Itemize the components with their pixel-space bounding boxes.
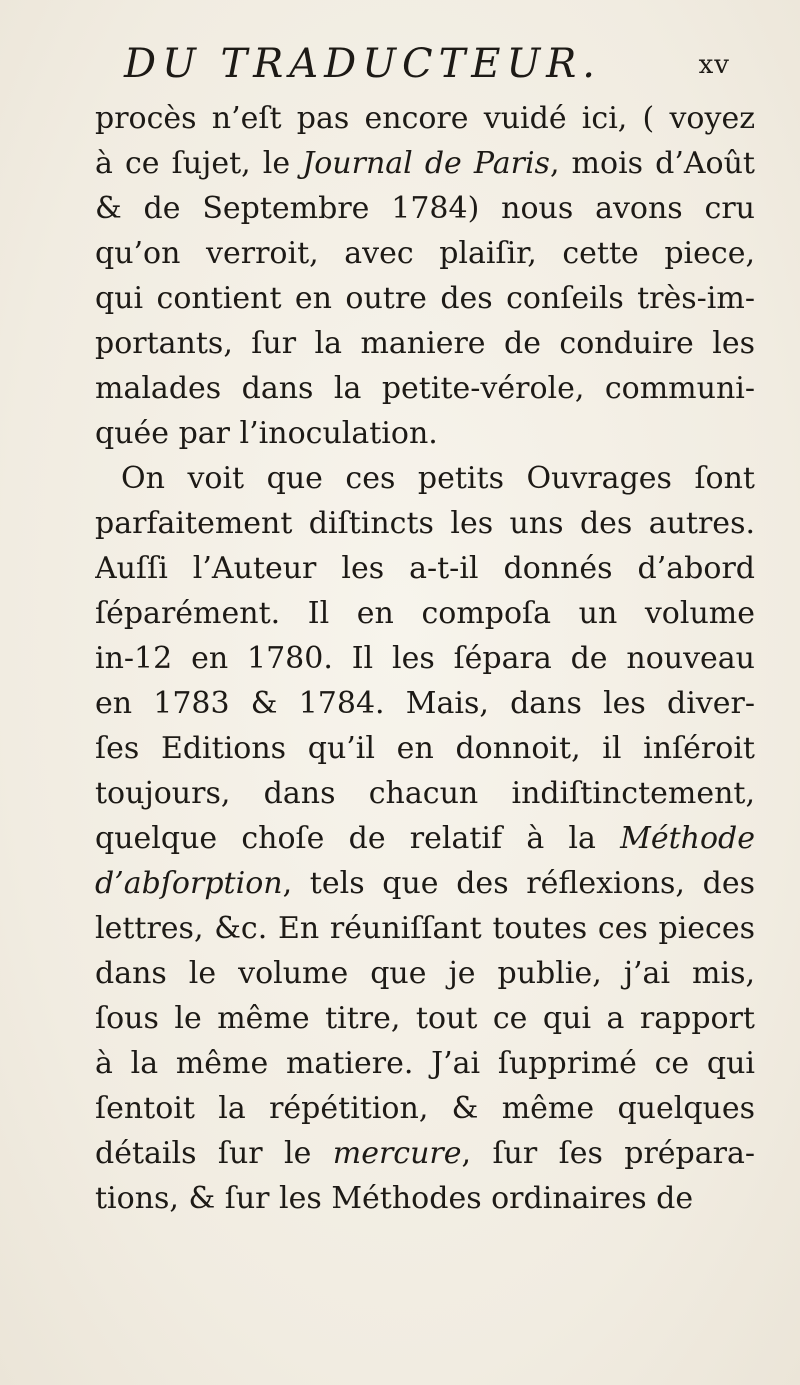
text-line: détails ſur le mercure, ſur ſes prépara- xyxy=(95,1136,755,1171)
text-line: malades dans la petite-vérole, communi- xyxy=(95,371,755,406)
text-line: quelque choſe de relatif à la Méthode xyxy=(95,821,755,856)
text-line: quée par l’inoculation. xyxy=(95,416,438,451)
body-text xyxy=(95,96,755,1221)
text-line: ſous le même titre, tout ce qui a rapport xyxy=(95,1001,755,1036)
text-line: d’abſorption, tels que des réflexions, des xyxy=(95,866,755,901)
text-line: tions, & ſur les Méthodes ordinaires de xyxy=(95,1181,694,1216)
text-line: portants, ſur la maniere de conduire les xyxy=(95,326,755,361)
text-line: en 1783 & 1784. Mais, dans les diver- xyxy=(95,686,755,721)
text-line: procès n’eſt pas encore vuidé ici, ( voyez xyxy=(95,101,755,136)
running-head-title: DU TRADUCTEUR. xyxy=(124,41,601,87)
text-line: parfaitement diſtincts les uns des autres. xyxy=(95,506,755,541)
text-line: dans le volume que je publie, j’ai mis, xyxy=(95,956,755,991)
text-line: Auſſi l’Auteur les a-t-il donnés d’abord xyxy=(95,551,755,586)
text-line: ſéparément. Il en compoſa un volume xyxy=(95,596,755,631)
text-line: & de Septembre 1784) nous avons cru xyxy=(95,191,755,226)
running-head xyxy=(124,36,750,92)
text-line: ſes Editions qu’il en donnoit, il inſéroit xyxy=(95,731,755,766)
text-line: lettres, &c. En réuniſſant toutes ces pieces xyxy=(95,911,755,946)
text-line: à ce ſujet, le Journal de Paris, mois d’Août xyxy=(95,146,755,181)
text-line: toujours, dans chacun indiſtinctement, xyxy=(95,776,755,811)
text-line: à la même matiere. J’ai ſupprimé ce qui xyxy=(95,1046,755,1081)
page-number: xv xyxy=(698,50,730,80)
text-line: qui contient en outre des conſeils très-im- xyxy=(95,281,755,316)
text-line: On voit que ces petits Ouvrages ſont xyxy=(121,461,755,496)
text-line: ſentoit la répétition, & même quelques xyxy=(95,1091,755,1126)
text-line: qu’on verroit, avec plaiſir, cette piece, xyxy=(95,236,755,271)
text-line: in-12 en 1780. Il les ſépara de nouveau xyxy=(95,641,755,676)
